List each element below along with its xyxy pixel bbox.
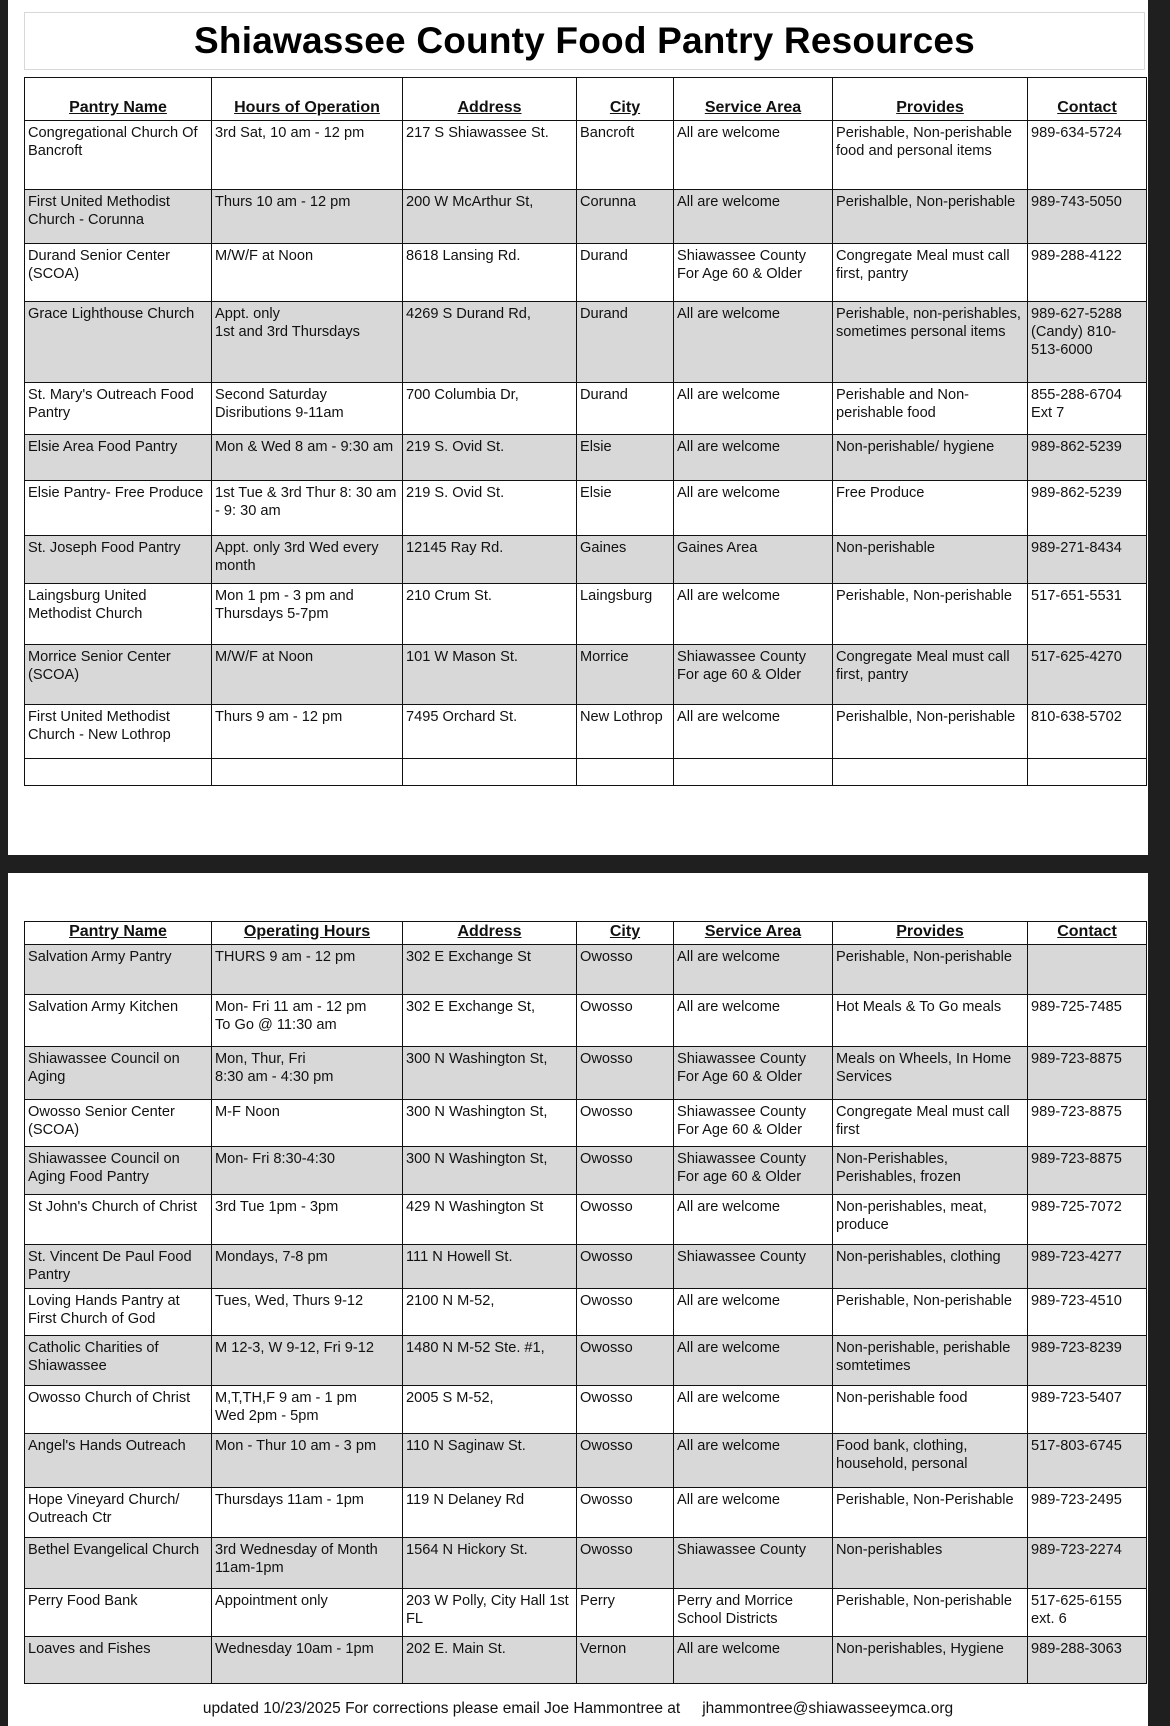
cell-hours: Wednesday 10am - 1pm (212, 1637, 403, 1684)
cell-hours: Mon & Wed 8 am - 9:30 am (212, 435, 403, 481)
cell-contact: 989-723-8239 (1028, 1336, 1147, 1386)
cell-pantry-name: St. Mary's Outreach Food Pantry (25, 383, 212, 435)
cell-provides: Perishable, Non-perishable (833, 584, 1028, 645)
cell-pantry-name: Congregational Church Of Bancroft (25, 121, 212, 190)
cell-hours: 3rd Wednesday of Month 11am-1pm (212, 1538, 403, 1589)
column-header-service-area: Service Area (674, 922, 833, 945)
cell-contact: 989-723-4277 (1028, 1245, 1147, 1289)
cell-city: Elsie (577, 481, 674, 536)
cell-pantry-name: Owosso Church of Christ (25, 1386, 212, 1434)
cell-service-area: Perry and Morrice School Districts (674, 1589, 833, 1637)
cell-pantry-name: Loving Hands Pantry at First Church of God (25, 1289, 212, 1336)
cell-hours: Tues, Wed, Thurs 9-12 (212, 1289, 403, 1336)
cell-address: 1480 N M-52 Ste. #1, (403, 1336, 577, 1386)
column-header-city: City (577, 78, 674, 121)
table-row (25, 302, 1147, 383)
page-two (8, 873, 1148, 1726)
cell-hours: Mon - Thur 10 am - 3 pm (212, 1434, 403, 1488)
column-header-hours: Operating Hours (212, 922, 403, 945)
column-header-contact: Contact (1028, 922, 1147, 945)
cell-city (577, 759, 674, 786)
cell-provides: Non-perishable/ hygiene (833, 435, 1028, 481)
cell-provides: Non-Perishables, Perishables, frozen (833, 1147, 1028, 1195)
pantry-table-one (24, 77, 1147, 786)
table-row (25, 1336, 1147, 1386)
table-row (25, 1047, 1147, 1100)
cell-address: 8618 Lansing Rd. (403, 244, 577, 302)
cell-pantry-name: Perry Food Bank (25, 1589, 212, 1637)
cell-contact (1028, 759, 1147, 786)
cell-hours: 1st Tue & 3rd Thur 8: 30 am - 9: 30 am (212, 481, 403, 536)
cell-address: 202 E. Main St. (403, 1637, 577, 1684)
cell-hours: 3rd Tue 1pm - 3pm (212, 1195, 403, 1245)
cell-service-area: All are welcome (674, 1195, 833, 1245)
cell-address: 429 N Washington St (403, 1195, 577, 1245)
cell-provides: Hot Meals & To Go meals (833, 995, 1028, 1047)
cell-provides: Perishalble, Non-perishable (833, 705, 1028, 759)
page-title: Shiawassee County Food Pantry Resources (194, 20, 975, 61)
table-row (25, 1195, 1147, 1245)
cell-contact: 855-288-6704 Ext 7 (1028, 383, 1147, 435)
cell-pantry-name: Salvation Army Pantry (25, 945, 212, 995)
cell-contact: 989-288-4122 (1028, 244, 1147, 302)
page-one (8, 0, 1148, 855)
cell-pantry-name (25, 759, 212, 786)
header-row (25, 922, 1147, 945)
cell-hours: Appointment only (212, 1589, 403, 1637)
cell-contact: 989-743-5050 (1028, 190, 1147, 244)
cell-provides: Perishable, Non-perishable (833, 1289, 1028, 1336)
cell-contact (1028, 945, 1147, 995)
cell-contact: 989-723-4510 (1028, 1289, 1147, 1336)
cell-city: Morrice (577, 645, 674, 705)
table-body (25, 945, 1147, 1684)
cell-city: Corunna (577, 190, 674, 244)
cell-city: Gaines (577, 536, 674, 584)
table-row (25, 481, 1147, 536)
cell-contact: 989-723-8875 (1028, 1047, 1147, 1100)
cell-hours: Mon, Thur, Fri 8:30 am - 4:30 pm (212, 1047, 403, 1100)
cell-hours: Mon- Fri 11 am - 12 pm To Go @ 11:30 am (212, 995, 403, 1047)
cell-pantry-name: Morrice Senior Center (SCOA) (25, 645, 212, 705)
cell-hours: M/W/F at Noon (212, 645, 403, 705)
cell-hours: Mon- Fri 8:30-4:30 (212, 1147, 403, 1195)
cell-provides: Perishable, Non-Perishable (833, 1488, 1028, 1538)
table-row (25, 121, 1147, 190)
footer-note (8, 1700, 1148, 1718)
cell-provides (833, 759, 1028, 786)
cell-city: Vernon (577, 1637, 674, 1684)
cell-provides: Perishable and Non-perishable food (833, 383, 1028, 435)
cell-address: 210 Crum St. (403, 584, 577, 645)
cell-address: 300 N Washington St, (403, 1147, 577, 1195)
table-row (25, 759, 1147, 786)
cell-pantry-name: Shiawassee Council on Aging Food Pantry (25, 1147, 212, 1195)
cell-hours: THURS 9 am - 12 pm (212, 945, 403, 995)
header-row (25, 78, 1147, 121)
cell-service-area: Shiawassee County For Age 60 & Older (674, 1100, 833, 1147)
table-row (25, 244, 1147, 302)
cell-address: 7495 Orchard St. (403, 705, 577, 759)
cell-city: Owosso (577, 995, 674, 1047)
cell-city: Durand (577, 302, 674, 383)
cell-pantry-name: St John's Church of Christ (25, 1195, 212, 1245)
cell-contact: 517-625-4270 (1028, 645, 1147, 705)
cell-provides: Non-perishable (833, 536, 1028, 584)
cell-provides: Non-perishables, meat, produce (833, 1195, 1028, 1245)
cell-address: 219 S. Ovid St. (403, 435, 577, 481)
cell-pantry-name: Loaves and Fishes (25, 1637, 212, 1684)
cell-service-area: All are welcome (674, 121, 833, 190)
cell-pantry-name: Bethel Evangelical Church (25, 1538, 212, 1589)
cell-city: Durand (577, 244, 674, 302)
cell-city: Owosso (577, 1047, 674, 1100)
cell-city: Owosso (577, 1336, 674, 1386)
cell-address: 217 S Shiawassee St. (403, 121, 577, 190)
cell-city: Owosso (577, 1538, 674, 1589)
cell-service-area: All are welcome (674, 584, 833, 645)
pantry-table-two (24, 921, 1147, 1684)
cell-service-area: All are welcome (674, 383, 833, 435)
table-row (25, 435, 1147, 481)
column-header-provides: Provides (833, 78, 1028, 121)
cell-address: 302 E Exchange St, (403, 995, 577, 1047)
column-header-contact: Contact (1028, 78, 1147, 121)
cell-provides: Perishable, non-perishables, sometimes personal items (833, 302, 1028, 383)
cell-service-area: Shiawassee County (674, 1245, 833, 1289)
cell-contact: 989-288-3063 (1028, 1637, 1147, 1684)
cell-contact: 989-725-7485 (1028, 995, 1147, 1047)
cell-service-area: All are welcome (674, 705, 833, 759)
cell-hours: Mondays, 7-8 pm (212, 1245, 403, 1289)
cell-address: 700 Columbia Dr, (403, 383, 577, 435)
cell-hours (212, 759, 403, 786)
table-row (25, 945, 1147, 995)
cell-hours: Thursdays 11am - 1pm (212, 1488, 403, 1538)
cell-address: 302 E Exchange St (403, 945, 577, 995)
cell-city: Owosso (577, 945, 674, 995)
cell-pantry-name: Shiawassee Council on Aging (25, 1047, 212, 1100)
cell-hours: Thurs 9 am - 12 pm (212, 705, 403, 759)
cell-address: 300 N Washington St, (403, 1047, 577, 1100)
cell-address: 200 W McArthur St, (403, 190, 577, 244)
cell-address: 111 N Howell St. (403, 1245, 577, 1289)
cell-city: New Lothrop (577, 705, 674, 759)
cell-service-area: All are welcome (674, 995, 833, 1047)
cell-contact: 989-862-5239 (1028, 481, 1147, 536)
cell-pantry-name: First United Methodist Church - Corunna (25, 190, 212, 244)
cell-address: 12145 Ray Rd. (403, 536, 577, 584)
cell-city: Perry (577, 1589, 674, 1637)
cell-service-area (674, 759, 833, 786)
cell-address: 4269 S Durand Rd, (403, 302, 577, 383)
cell-service-area: Shiawassee County (674, 1538, 833, 1589)
cell-service-area: Shiawassee County For age 60 & Older (674, 645, 833, 705)
cell-address: 203 W Polly, City Hall 1st FL (403, 1589, 577, 1637)
column-header-service-area: Service Area (674, 78, 833, 121)
cell-address: 2100 N M-52, (403, 1289, 577, 1336)
cell-contact: 989-723-2495 (1028, 1488, 1147, 1538)
cell-pantry-name: Hope Vineyard Church/ Outreach Ctr (25, 1488, 212, 1538)
table-row (25, 705, 1147, 759)
cell-pantry-name: Grace Lighthouse Church (25, 302, 212, 383)
cell-provides: Non-perishable food (833, 1386, 1028, 1434)
cell-address: 219 S. Ovid St. (403, 481, 577, 536)
cell-hours: M 12-3, W 9-12, Fri 9-12 (212, 1336, 403, 1386)
table-row (25, 584, 1147, 645)
cell-contact: 989-271-8434 (1028, 536, 1147, 584)
cell-address: 300 N Washington St, (403, 1100, 577, 1147)
cell-provides: Non-perishable, perishable somtetimes (833, 1336, 1028, 1386)
cell-contact: 989-627-5288 (Candy) 810-513-6000 (1028, 302, 1147, 383)
cell-pantry-name: St. Joseph Food Pantry (25, 536, 212, 584)
table-row (25, 1147, 1147, 1195)
cell-contact: 989-723-2274 (1028, 1538, 1147, 1589)
table-row (25, 1637, 1147, 1684)
cell-hours: M/W/F at Noon (212, 244, 403, 302)
table-row (25, 1589, 1147, 1637)
cell-service-area: Shiawassee County For age 60 & Older (674, 1147, 833, 1195)
table-row (25, 995, 1147, 1047)
update-note: updated 10/23/2025 For corrections please email Joe Hammontree at (202, 1700, 681, 1717)
cell-pantry-name: St. Vincent De Paul Food Pantry (25, 1245, 212, 1289)
table-row (25, 190, 1147, 244)
cell-provides: Congregate Meal must call first (833, 1100, 1028, 1147)
cell-city: Laingsburg (577, 584, 674, 645)
cell-city: Owosso (577, 1386, 674, 1434)
cell-contact: 517-803-6745 (1028, 1434, 1147, 1488)
cell-service-area: All are welcome (674, 1289, 833, 1336)
cell-service-area: All are welcome (674, 435, 833, 481)
cell-pantry-name: Laingsburg United Methodist Church (25, 584, 212, 645)
table-row (25, 1289, 1147, 1336)
cell-hours: 3rd Sat, 10 am - 12 pm (212, 121, 403, 190)
cell-hours: Appt. only 3rd Wed every month (212, 536, 403, 584)
cell-provides: Congregate Meal must call first, pantry (833, 645, 1028, 705)
table-row (25, 1538, 1147, 1589)
cell-address: 119 N Delaney Rd (403, 1488, 577, 1538)
cell-provides: Non-perishables (833, 1538, 1028, 1589)
table-row (25, 1434, 1147, 1488)
cell-provides: Congregate Meal must call first, pantry (833, 244, 1028, 302)
cell-contact: 989-723-8875 (1028, 1100, 1147, 1147)
cell-city: Owosso (577, 1147, 674, 1195)
cell-provides: Free Produce (833, 481, 1028, 536)
cell-contact: 989-723-8875 (1028, 1147, 1147, 1195)
cell-pantry-name: First United Methodist Church - New Lothrop (25, 705, 212, 759)
cell-service-area: All are welcome (674, 481, 833, 536)
column-header-pantry-name: Pantry Name (25, 922, 212, 945)
cell-city: Bancroft (577, 121, 674, 190)
cell-hours: Mon 1 pm - 3 pm and Thursdays 5-7pm (212, 584, 403, 645)
cell-contact: 989-862-5239 (1028, 435, 1147, 481)
cell-contact: 989-723-5407 (1028, 1386, 1147, 1434)
cell-city: Owosso (577, 1195, 674, 1245)
table-row (25, 1245, 1147, 1289)
cell-hours: M-F Noon (212, 1100, 403, 1147)
cell-city: Elsie (577, 435, 674, 481)
cell-pantry-name: Durand Senior Center (SCOA) (25, 244, 212, 302)
cell-provides: Perishable, Non-perishable food and personal items (833, 121, 1028, 190)
column-header-city: City (577, 922, 674, 945)
cell-service-area: All are welcome (674, 1336, 833, 1386)
cell-city: Owosso (577, 1289, 674, 1336)
cell-pantry-name: Elsie Pantry- Free Produce (25, 481, 212, 536)
cell-service-area: Shiawassee County For Age 60 & Older (674, 1047, 833, 1100)
cell-city: Owosso (577, 1100, 674, 1147)
cell-contact: 517-651-5531 (1028, 584, 1147, 645)
contact-email: jhammontree@shiawasseeymca.org (702, 1700, 954, 1717)
column-header-address: Address (403, 78, 577, 121)
cell-address: 2005 S M-52, (403, 1386, 577, 1434)
table-row (25, 1488, 1147, 1538)
cell-service-area: Gaines Area (674, 536, 833, 584)
cell-service-area: Shiawassee County For Age 60 & Older (674, 244, 833, 302)
cell-service-area: All are welcome (674, 945, 833, 995)
cell-service-area: All are welcome (674, 302, 833, 383)
table-row (25, 1386, 1147, 1434)
table-row (25, 383, 1147, 435)
cell-service-area: All are welcome (674, 1386, 833, 1434)
cell-hours: Appt. only 1st and 3rd Thursdays (212, 302, 403, 383)
cell-city: Owosso (577, 1488, 674, 1538)
cell-service-area: All are welcome (674, 1637, 833, 1684)
cell-address: 110 N Saginaw St. (403, 1434, 577, 1488)
cell-provides: Perishable, Non-perishable (833, 1589, 1028, 1637)
cell-pantry-name: Catholic Charities of Shiawassee (25, 1336, 212, 1386)
cell-city: Owosso (577, 1245, 674, 1289)
cell-city: Owosso (577, 1434, 674, 1488)
cell-hours: M,T,TH,F 9 am - 1 pm Wed 2pm - 5pm (212, 1386, 403, 1434)
cell-contact: 517-625-6155 ext. 6 (1028, 1589, 1147, 1637)
cell-provides: Perishable, Non-perishable (833, 945, 1028, 995)
cell-hours: Second Saturday Disributions 9-11am (212, 383, 403, 435)
cell-provides: Non-perishables, clothing (833, 1245, 1028, 1289)
table-body (25, 121, 1147, 786)
column-header-pantry-name: Pantry Name (25, 78, 212, 121)
column-header-address: Address (403, 922, 577, 945)
cell-service-area: All are welcome (674, 1488, 833, 1538)
cell-pantry-name: Salvation Army Kitchen (25, 995, 212, 1047)
cell-provides: Food bank, clothing, household, personal (833, 1434, 1028, 1488)
cell-service-area: All are welcome (674, 190, 833, 244)
cell-pantry-name: Elsie Area Food Pantry (25, 435, 212, 481)
cell-hours: Thurs 10 am - 12 pm (212, 190, 403, 244)
cell-contact: 810-638-5702 (1028, 705, 1147, 759)
cell-address: 101 W Mason St. (403, 645, 577, 705)
column-header-provides: Provides (833, 922, 1028, 945)
table-row (25, 536, 1147, 584)
cell-provides: Perishalble, Non-perishable (833, 190, 1028, 244)
cell-address (403, 759, 577, 786)
cell-city: Durand (577, 383, 674, 435)
cell-pantry-name: Angel's Hands Outreach (25, 1434, 212, 1488)
table-row (25, 1100, 1147, 1147)
cell-address: 1564 N Hickory St. (403, 1538, 577, 1589)
column-header-hours: Hours of Operation (212, 78, 403, 121)
cell-service-area: All are welcome (674, 1434, 833, 1488)
cell-provides: Non-perishables, Hygiene (833, 1637, 1028, 1684)
cell-provides: Meals on Wheels, In Home Services (833, 1047, 1028, 1100)
cell-pantry-name: Owosso Senior Center (SCOA) (25, 1100, 212, 1147)
cell-contact: 989-634-5724 (1028, 121, 1147, 190)
cell-contact: 989-725-7072 (1028, 1195, 1147, 1245)
title-banner (24, 12, 1145, 70)
table-row (25, 645, 1147, 705)
